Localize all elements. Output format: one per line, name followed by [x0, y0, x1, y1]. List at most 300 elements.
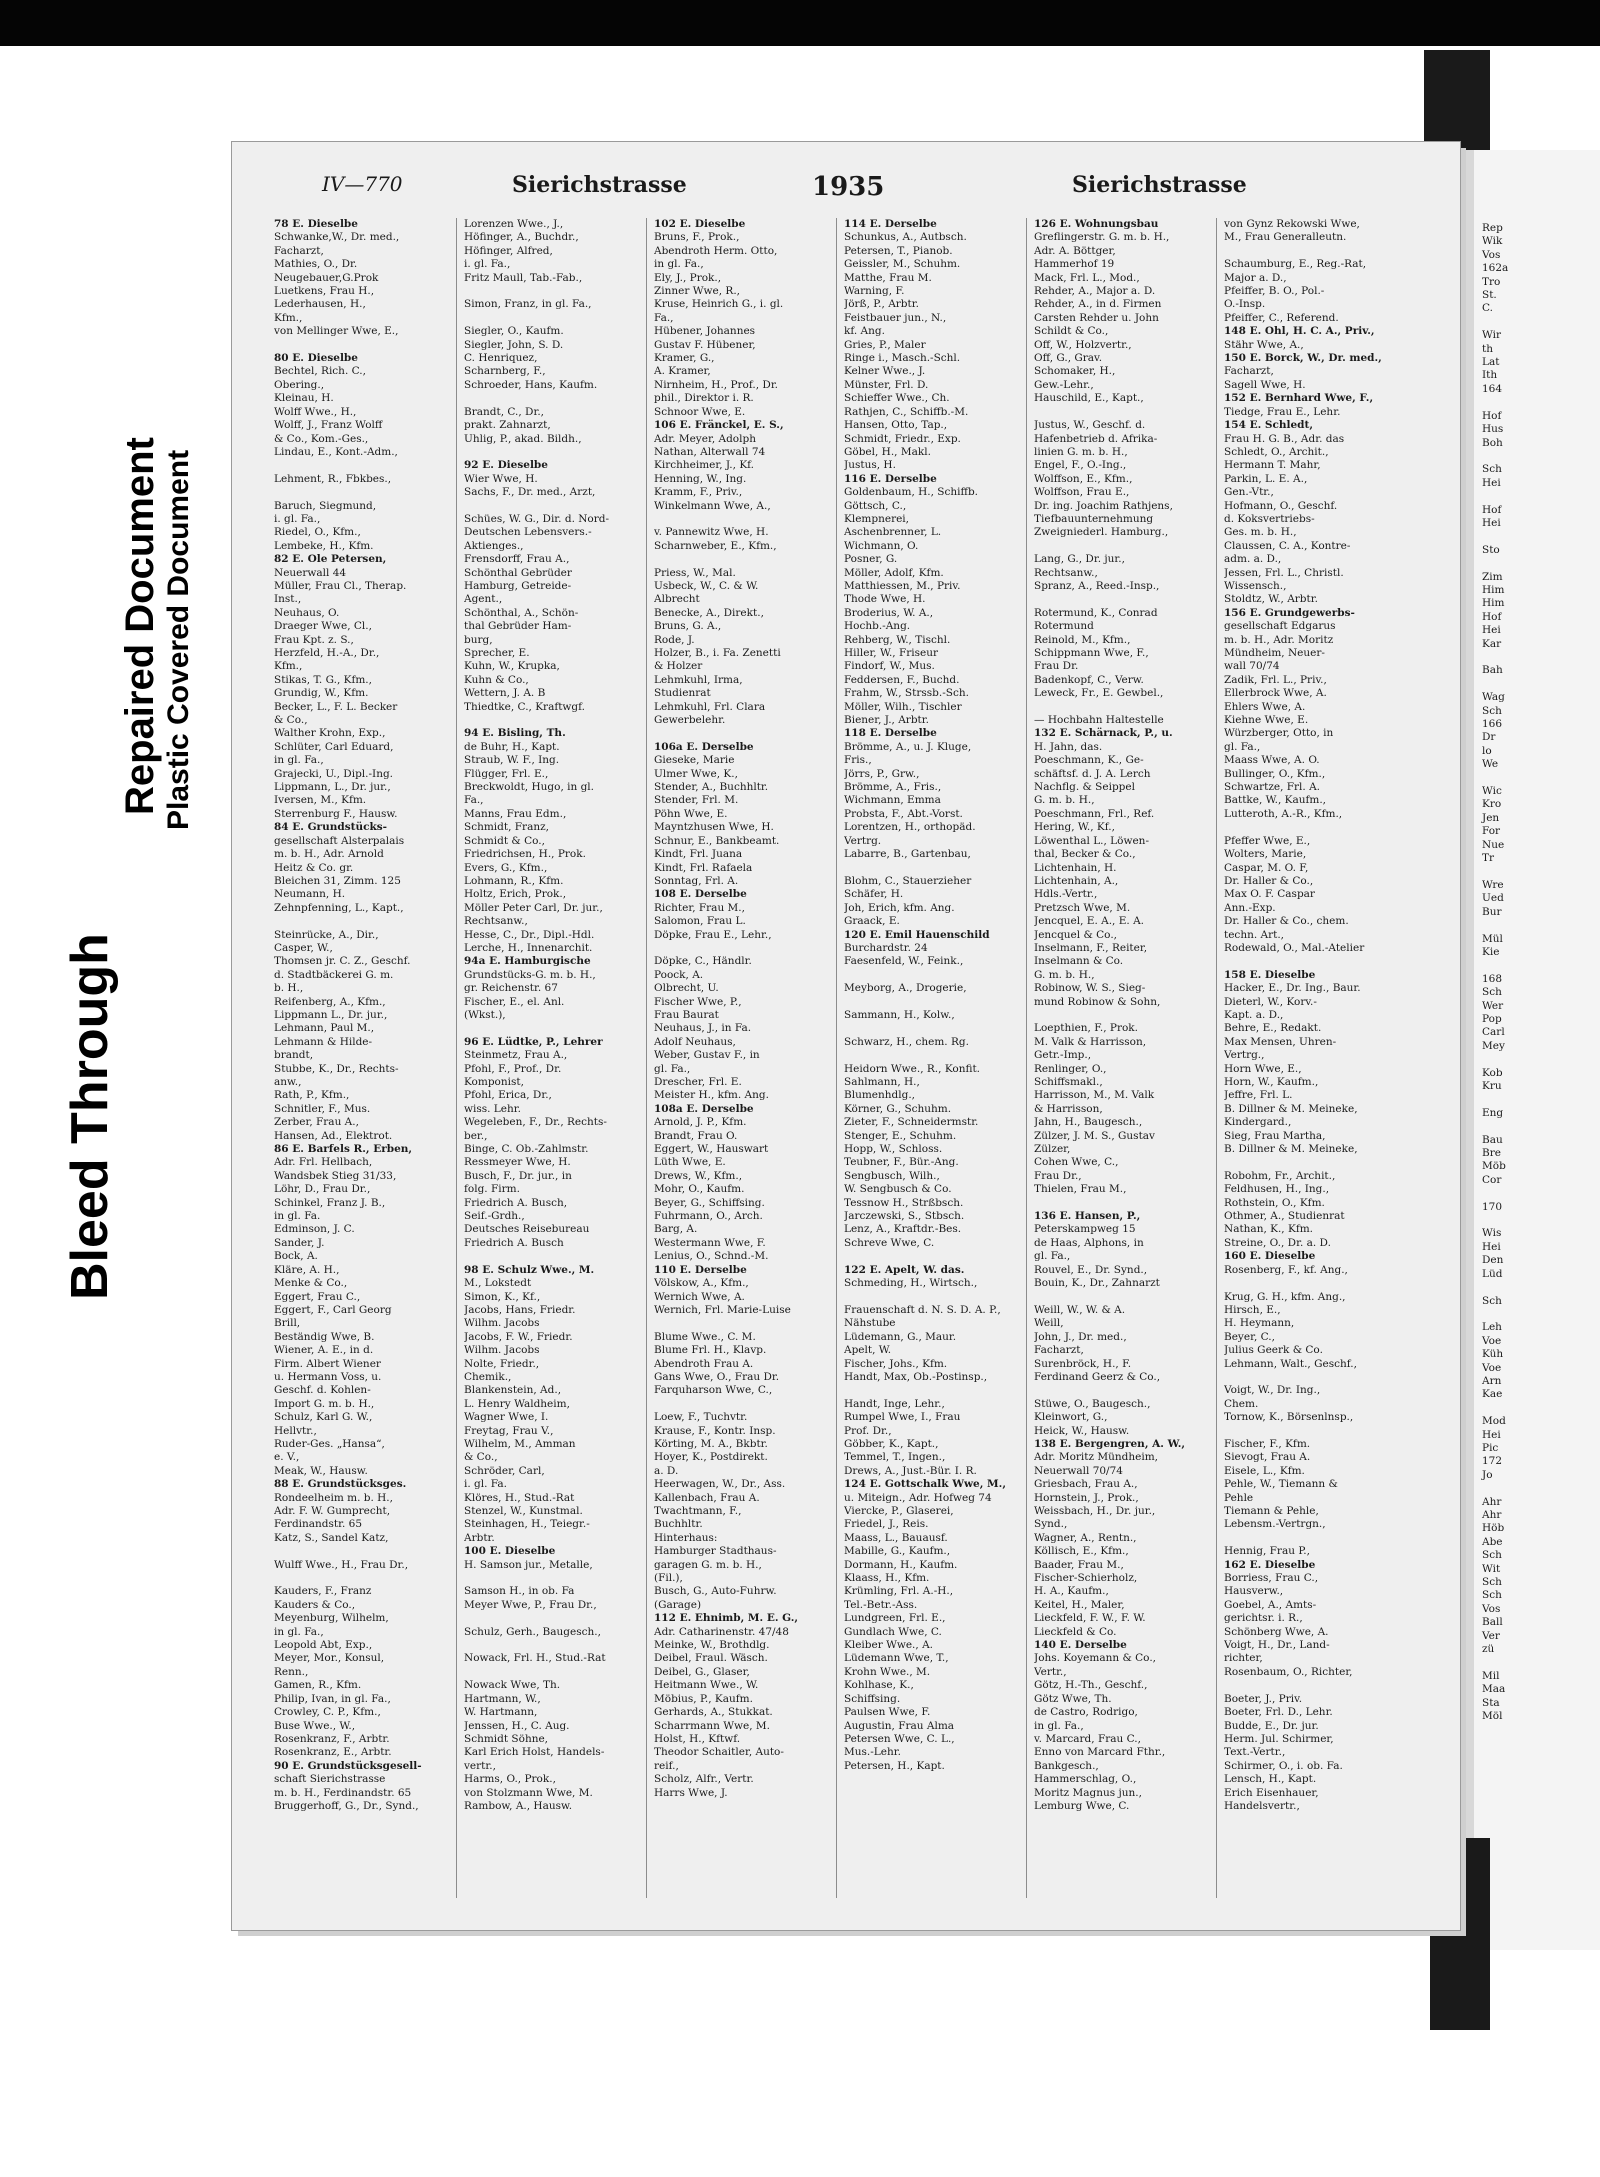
resident-entry: Faesenfeld, W., Feink., [844, 955, 964, 968]
resident-entry: Brömme, A., Fris., [844, 781, 942, 794]
adjacent-page-fragment [1482, 678, 1508, 691]
resident-entry: Gerhards, A., Stukkat. [654, 1706, 773, 1719]
resident-entry: Vertrg. [844, 834, 882, 847]
resident-entry: Beständig Wwe, B. [274, 1330, 375, 1343]
adjacent-page-fragment: Wit [1482, 1562, 1501, 1575]
resident-entry: Adr. A. Böttger, [1034, 244, 1116, 257]
resident-entry: Dieterl, W., Korv.- [1224, 995, 1317, 1008]
house-number-entry: 100 E. Dieselbe [464, 1545, 556, 1558]
resident-entry: Schües, W. G., Dir. d. Nord- [464, 512, 610, 525]
resident-entry: Brömme, A., u. J. Kluge, [844, 740, 972, 753]
resident-entry: Hauschild, E., Kapt., [1034, 392, 1144, 405]
house-number-entry: 112 E. Ehnimb, M. E. G., [654, 1612, 799, 1625]
adjacent-page-fragment [1482, 450, 1508, 463]
resident-entry: Rosenkranz, F., Arbtr. [274, 1732, 390, 1745]
house-number-entry: 94a E. Hamburgische [464, 955, 591, 968]
resident-entry: Göbber, K., Kapt., [844, 1437, 939, 1450]
resident-entry: Philip, Ivan, in gl. Fa., [274, 1692, 391, 1705]
resident-entry [274, 459, 456, 472]
resident-entry [464, 1022, 646, 1035]
resident-entry: Pöhn Wwe, E. [654, 807, 728, 820]
resident-entry: burg, [464, 633, 493, 646]
resident-entry: Fischer, Johs., Kfm. [844, 1357, 948, 1370]
resident-entry: Stähr Wwe, A., [1224, 338, 1304, 351]
resident-entry: Kleiber Wwe., A. [844, 1639, 933, 1652]
resident-entry: O.-Insp. [1224, 298, 1266, 311]
adjacent-page-fragment: Bah [1482, 664, 1503, 677]
resident-entry: Tiemann & Pehle, [1224, 1505, 1319, 1517]
adjacent-page-fragment [1482, 1053, 1508, 1066]
resident-entry: Matthe, Frau M. [844, 271, 932, 284]
resident-entry: Kelner Wwe., J. [844, 365, 926, 378]
resident-entry: Meyer Wwe, P., Frau Dr., [464, 1598, 597, 1611]
resident-entry: Studienrat [654, 687, 711, 700]
resident-entry: Scharnberg, F., [464, 365, 546, 378]
house-number-entry: 106a E. Derselbe [654, 740, 754, 753]
resident-entry: i. gl. Fa., [464, 258, 511, 271]
resident-entry: gesellschaft Edgarus [1224, 620, 1336, 633]
resident-entry: M. Valk & Harrisson, [1034, 1035, 1147, 1048]
resident-entry: Fa., [464, 794, 484, 807]
resident-entry: Scholz, Alfr., Vertr. [654, 1773, 754, 1786]
resident-entry [1224, 1679, 1406, 1692]
adjacent-page-fragment: zü [1482, 1643, 1495, 1656]
resident-entry: Stoldtz, W., Arbtr. [1224, 593, 1318, 606]
resident-entry: Sagell Wwe, H. [1224, 378, 1306, 391]
resident-entry: Adolf Neuhaus, [654, 1035, 736, 1048]
resident-entry: Schwanke,W., Dr. med., [274, 231, 400, 244]
resident-entry [844, 1049, 1026, 1062]
resident-entry: Kruse, Heinrich G., i. gl. [654, 298, 784, 311]
resident-entry: Thomsen jr. C. Z., Geschf. [274, 955, 411, 968]
resident-entry: Sievogt, Frau A. [1224, 1451, 1311, 1464]
directory-column-2 [464, 218, 647, 1898]
resident-entry: Frau Dr. [1034, 660, 1079, 673]
adjacent-page-fragment: Maa [1482, 1683, 1506, 1696]
resident-entry: Schwarz, H., chem. Rg. [844, 1035, 969, 1048]
resident-entry: Stüwe, O., Baugesch., [1034, 1397, 1151, 1410]
house-number-entry: 140 E. Derselbe [1034, 1639, 1127, 1652]
resident-entry: Crowley, C. P., Kfm., [274, 1706, 381, 1719]
resident-entry: Frau Baurat [654, 1008, 719, 1021]
resident-entry: Gen.-Vtr., [1224, 486, 1274, 499]
resident-entry: Lebensm.-Vertrgn., [1224, 1518, 1326, 1531]
resident-entry: m. b. H., Adr. Arnold [274, 848, 384, 861]
resident-entry: Zülzer, J. M. S., Gustav [1034, 1129, 1155, 1142]
resident-entry: Rosenberg, F., kf. Ang., [1224, 1263, 1348, 1276]
resident-entry: W. Sengbusch & Co. [844, 1183, 952, 1196]
resident-entry: Rehberg, W., Tischl. [844, 633, 951, 646]
resident-entry: Eisele, L., Kfm. [1224, 1464, 1305, 1477]
resident-entry: Justus, W., Geschf. d. [1034, 419, 1146, 432]
house-number-entry: 82 E. Ole Petersen, [274, 553, 387, 566]
adjacent-page-fragment: Ahr [1482, 1495, 1502, 1508]
resident-entry: Lehmkuhl, Irma, [654, 673, 743, 686]
resident-entry: Mus.-Lehr. [844, 1746, 901, 1759]
adjacent-page-fragment: Kar [1482, 637, 1502, 650]
resident-entry: Hausverw., [1224, 1585, 1284, 1598]
resident-entry: Rosenkranz, E., Arbtr. [274, 1746, 392, 1759]
resident-entry: Sammann, H., Kolw., [844, 1008, 955, 1021]
resident-entry: Firm. Albert Wiener [274, 1357, 381, 1370]
resident-entry: Hesse, C., Dr., Dipl.-Hdl. [464, 928, 595, 941]
resident-entry: Bechtel, Rich. C., [274, 365, 366, 378]
resident-entry: Prof. Dr., [844, 1424, 892, 1437]
adjacent-page-fragment: Wik [1482, 235, 1503, 248]
resident-entry: Deutsches Reisebureau [464, 1223, 590, 1236]
resident-entry: Kuhn & Co., [464, 673, 529, 686]
adjacent-page [1474, 150, 1600, 1950]
resident-entry: Steinhagen, H., Teiegr.- [464, 1518, 590, 1531]
resident-entry: Walther Krohn, Exp., [274, 727, 386, 740]
resident-entry: Jacobs, Hans, Friedr. [464, 1303, 576, 1316]
resident-entry: Schirmer, O., i. ob. Fa. [1224, 1759, 1343, 1772]
adjacent-page-fragment: Kru [1482, 1080, 1502, 1092]
resident-entry: Kfm., [274, 660, 303, 673]
resident-entry: Voigt, H., Dr., Land- [1224, 1639, 1330, 1652]
adjacent-page-fragment: Boh [1482, 436, 1503, 449]
resident-entry: Casper, W., [274, 941, 333, 954]
resident-entry: de Haas, Alphons, in [1034, 1236, 1144, 1249]
resident-entry [464, 446, 646, 459]
resident-entry: Blohm, C., Stauerzieher [844, 874, 972, 887]
resident-entry: Barg, A. [654, 1223, 698, 1236]
resident-entry: Petersen, T., Pianob. [844, 244, 953, 257]
resident-entry: Facharzt, [1224, 365, 1274, 378]
resident-entry: Meinke, W., Brothdlg. [654, 1639, 770, 1652]
resident-entry: m. b. H., Ferdinandstr. 65 [274, 1786, 412, 1799]
resident-entry [1034, 1197, 1216, 1210]
adjacent-page-fragment: Wre [1482, 878, 1504, 891]
resident-entry: Tessnow H., Strßbsch. [844, 1196, 964, 1209]
resident-entry: Seif.-Grdh., [464, 1210, 525, 1223]
resident-entry: Maass Wwe, A. O. [1224, 754, 1320, 767]
resident-entry [464, 500, 646, 513]
resident-entry: Lorenzen Wwe., J., [464, 218, 564, 230]
resident-entry: d. Stadtbäckerei G. m. [274, 968, 394, 981]
resident-entry: Buse Wwe., W., [274, 1719, 356, 1732]
resident-entry: Cohen Wwe, C., [1034, 1156, 1119, 1169]
resident-entry: Holtz, Erich, Prok., [464, 888, 567, 901]
house-number-entry: 126 E. Wohnungsbau [1034, 218, 1159, 230]
house-number-entry: 122 E. Apelt, W. das. [844, 1263, 965, 1276]
resident-entry: Engel, F., O.-Ing., [1034, 459, 1127, 472]
adjacent-page-fragment: Nue [1482, 838, 1505, 851]
resident-entry: Probsta, F., Abt.-Vorst. [844, 807, 963, 820]
resident-entry: Simon, K., Kf., [464, 1290, 541, 1303]
resident-entry: Stenger, E., Schuhm. [844, 1129, 957, 1142]
label-repaired-document: Repaired Document [118, 437, 162, 815]
resident-entry: Renn., [274, 1665, 309, 1678]
resident-entry [274, 1572, 456, 1585]
resident-entry: Ann.-Exp. [1224, 901, 1276, 914]
resident-entry: Lembeke, H., Kfm. [274, 539, 374, 552]
resident-entry: Heitmann Wwe., W. [654, 1679, 759, 1692]
resident-entry: Scharnweber, E., Kfm., [654, 539, 777, 552]
resident-entry: Fischer Wwe, P., [654, 995, 742, 1008]
resident-entry: Caspar, M. O. F, [1224, 861, 1309, 874]
resident-entry: Lüdemann, G., Maur. [844, 1330, 957, 1343]
resident-entry: B. Dillner & M. Meineke, [1224, 1102, 1358, 1115]
resident-entry: Hansen, Ad., Elektrot. [274, 1129, 393, 1142]
resident-entry: Buchhltr. [654, 1518, 703, 1531]
adjacent-page-fragment: Carl [1482, 1026, 1505, 1039]
resident-entry: Getr.-Imp., [1034, 1049, 1092, 1062]
resident-entry: Hochb.-Ang. [844, 620, 911, 633]
house-number-entry: 120 E. Emil Hauenschild [844, 928, 990, 941]
adjacent-page-fragment [1482, 866, 1508, 879]
resident-entry: Sander, J. [274, 1236, 325, 1249]
resident-entry: Adr. Catharinenstr. 47/48 [654, 1625, 789, 1638]
resident-entry: Münster, Frl. D. [844, 378, 929, 391]
resident-entry: vertr., [464, 1759, 496, 1772]
resident-entry: Inselmann & Co. [1034, 955, 1124, 968]
adjacent-page-fragment [1482, 396, 1508, 409]
resident-entry: Temmel, T., Ingen., [844, 1451, 946, 1464]
adjacent-page-fragment: Sch [1482, 704, 1502, 717]
resident-entry: L. Henry Waldheim, [464, 1397, 570, 1410]
resident-entry: Text.-Vertr., [1224, 1746, 1286, 1759]
house-number-entry: 88 E. Grundstücksges. [274, 1478, 407, 1491]
adjacent-page-fragment: Kro [1482, 798, 1502, 811]
resident-entry: Löhr, D., Frau Dr., [274, 1183, 371, 1196]
resident-entry: & Harrisson, [1034, 1102, 1103, 1115]
resident-entry [654, 942, 836, 955]
resident-entry [1224, 1371, 1406, 1384]
resident-entry: Bleichen 31, Zimm. 125 [274, 874, 401, 887]
house-number-entry: 152 E. Bernhard Wwe, F., [1224, 392, 1374, 405]
resident-entry: Schledt, O., Archit., [1224, 445, 1329, 458]
resident-entry: reif., [654, 1759, 679, 1772]
resident-entry: Möbius, P., Kaufm. [654, 1692, 753, 1705]
resident-entry: Beyer, G., Schiffsing. [654, 1196, 765, 1209]
resident-entry: gl. Fa., [654, 1062, 691, 1075]
resident-entry [654, 1398, 836, 1411]
house-number-entry: 94 E. Bisling, Th. [464, 727, 566, 740]
resident-entry: Lehment, R., Fbkbes., [274, 472, 392, 485]
resident-entry: Steinrücke, A., Dir., [274, 928, 379, 941]
resident-entry: Gieseke, Marie [654, 754, 735, 767]
resident-entry: Labarre, B., Gartenbau, [844, 848, 971, 861]
resident-entry: Hamburg, Getreide- [464, 579, 572, 592]
resident-entry: Deibel, Fraul. Wäsch. [654, 1652, 768, 1665]
resident-entry: Weill, [1034, 1317, 1064, 1330]
resident-entry: Rothstein, O., Kfm. [1224, 1196, 1325, 1209]
resident-entry: Feistbauer jun., N., [844, 311, 947, 324]
resident-entry: Rotermund [1034, 620, 1094, 633]
resident-entry: Wagner, A., Rentn., [1034, 1531, 1137, 1544]
resident-entry: Komponist, [464, 1076, 524, 1088]
resident-entry: Bullinger, O., Kfm., [1224, 767, 1326, 780]
adjacent-page-fragment: Bre [1482, 1147, 1501, 1160]
resident-entry: C. Henriquez, [464, 352, 538, 365]
resident-entry: Lehmann & Hilde- [274, 1035, 373, 1048]
resident-entry: Loepthien, F., Prok. [1034, 1022, 1138, 1035]
resident-entry: Weill, W., W. & A. [1034, 1303, 1126, 1316]
adjacent-page-fragment [1482, 919, 1508, 932]
resident-entry: Dr. ing. Joachim Rathjens, [1034, 499, 1173, 512]
resident-entry: Neuhaus, O. [274, 606, 340, 619]
resident-entry: Agent., [464, 593, 503, 606]
adjacent-page-fragment: Leh [1482, 1321, 1502, 1334]
resident-entry: Meyenburg, Wilhelm, [274, 1612, 389, 1625]
resident-entry: Import G. m. b. H., [274, 1397, 375, 1410]
adjacent-page-fragment [1482, 772, 1508, 785]
resident-entry: von Mellinger Wwe, E., [274, 325, 399, 338]
resident-entry: Lohmann, R., Kfm. [464, 874, 564, 887]
resident-entry: Rehder, A., in d. Firmen [1034, 298, 1162, 311]
resident-entry: Tiefbauunternehmung [1034, 512, 1154, 525]
page-edge [1462, 150, 1474, 1930]
resident-entry: Rodewald, O., Mal.-Atelier [1224, 941, 1365, 954]
resident-entry: Klempnerei, [844, 512, 909, 525]
resident-entry: Lippmann L., Dr. jur., [274, 1008, 388, 1021]
house-number-entry: 118 E. Derselbe [844, 727, 937, 740]
resident-entry: Erich Eisenhauer, [1224, 1786, 1319, 1799]
adjacent-page-fragment: 162a [1482, 262, 1509, 275]
resident-entry: Kramer, G., [654, 352, 715, 365]
directory-column-1 [274, 218, 457, 1898]
resident-entry: Facharzt, [1034, 1344, 1084, 1357]
resident-entry [1224, 1156, 1406, 1169]
resident-entry: Heick, W., Hausw. [1034, 1424, 1130, 1437]
resident-entry: Wettern, J. A. B [464, 687, 546, 700]
resident-entry: Findorf, W., Mus. [844, 660, 935, 673]
resident-entry: Brandt, Frau O. [654, 1129, 738, 1142]
resident-entry: Schäfer, H. [844, 888, 904, 901]
resident-entry: Becker, L., F. L. Becker [274, 700, 398, 713]
resident-entry: Teubner, F., Bür.-Ang. [844, 1156, 959, 1169]
resident-entry: Dr. Haller & Co., [1224, 874, 1314, 887]
resident-entry: phil., Direktor i. R. [654, 392, 754, 405]
resident-entry: Stender, Frl. M. [654, 794, 739, 807]
resident-entry: u. Miteign., Adr. Hofweg 74 [844, 1491, 992, 1504]
resident-entry: Schnitler, F., Mus. [274, 1102, 371, 1115]
resident-entry: Jeffre, Frl. L. [1224, 1089, 1293, 1102]
resident-entry: Zadik, Frl. L., Priv., [1224, 673, 1327, 686]
resident-entry: Max Mensen, Uhren- [1224, 1035, 1337, 1048]
resident-entry: Mathies, O., Dr. [274, 258, 358, 271]
resident-entry: Twachtmann, F., [654, 1505, 742, 1517]
resident-entry: Edminson, J. C. [274, 1223, 355, 1236]
adjacent-page-fragment: Mod [1482, 1415, 1506, 1428]
adjacent-page-fragment [1482, 1308, 1508, 1321]
house-number-entry: 160 E. Dieselbe [1224, 1250, 1316, 1263]
house-number-entry: 154 E. Schledt, [1224, 419, 1314, 432]
resident-entry [464, 1250, 646, 1263]
directory-column-3 [654, 218, 837, 1898]
resident-entry: Hornstein, J., Prok., [1034, 1491, 1139, 1504]
resident-entry: Jarczewski, S., Stbsch. [844, 1210, 965, 1223]
resident-entry: Harrs Wwe, J. [654, 1786, 728, 1799]
resident-entry: M., Lokstedt [464, 1277, 532, 1290]
resident-entry: Hofmann, O., Geschf. [1224, 499, 1338, 512]
resident-entry: Tornow, K., Börsenlnsp., [1224, 1411, 1354, 1424]
house-number-entry: 138 E. Bergengren, A. W., [1034, 1437, 1186, 1450]
adjacent-page-fragment: Möl [1482, 1710, 1503, 1723]
resident-entry: (Garage) [654, 1598, 702, 1611]
resident-entry: Lenz, A., Kraftdr.-Bes. [844, 1223, 962, 1236]
adjacent-page-fragment: Pop [1482, 1012, 1502, 1025]
adjacent-page-fragment: Pic [1482, 1441, 1499, 1454]
resident-entry: Wernich, Frl. Marie-Luise [654, 1303, 791, 1316]
resident-entry: Holst, H., Kftwf. [654, 1732, 741, 1745]
resident-entry: de Castro, Rodrigo, [1034, 1706, 1138, 1719]
resident-entry: gerichtsr. i. R., [1224, 1612, 1303, 1625]
adjacent-page-fragment: 172 [1482, 1455, 1503, 1468]
adjacent-page-fragment [1482, 651, 1508, 664]
resident-entry: Sahlmann, H., [844, 1076, 920, 1088]
resident-entry [464, 312, 646, 325]
resident-entry: Heerwagen, W., Dr., Ass. [654, 1478, 786, 1491]
resident-entry [464, 714, 646, 727]
resident-entry: Karl Erich Holst, Handels- [464, 1746, 605, 1759]
resident-entry: Eggert, Frau C., [274, 1290, 361, 1303]
resident-entry: Adr. Frl. Hellbach, [274, 1156, 373, 1169]
adjacent-page-fragment: Hof [1482, 409, 1502, 422]
resident-entry: Behre, E., Redakt. [1224, 1022, 1322, 1035]
resident-entry: Aschenbrenner, L. [844, 526, 942, 539]
resident-entry: Schmidt Söhne, [464, 1732, 549, 1745]
resident-entry: in gl. Fa., [274, 754, 324, 767]
resident-entry: Gans Wwe, O., Frau Dr. [654, 1370, 780, 1383]
resident-entry: Surenbröck, H., F. [1034, 1357, 1132, 1370]
resident-entry: Biener, J., Arbtr. [844, 714, 929, 727]
resident-entry: Neuerwall 44 [274, 566, 347, 579]
resident-entry: Carsten Rehder u. John [1034, 311, 1159, 324]
resident-entry: Handelsvertr., [1224, 1799, 1300, 1812]
resident-entry: Rumpel Wwe, I., Frau [844, 1411, 961, 1424]
resident-entry: Hafenbetrieb d. Afrika- [1034, 432, 1158, 445]
resident-entry: Geissler, M., Schuhm. [844, 258, 961, 271]
resident-entry: Busch, G., Auto-Fuhrw. [654, 1585, 777, 1598]
resident-entry: Harrisson, M., M. Valk [1034, 1089, 1155, 1102]
resident-entry: Feldhusen, H., Ing., [1224, 1183, 1330, 1196]
resident-entry: Beyer, C., [1224, 1330, 1275, 1343]
resident-entry: v. Pannewitz Wwe, H. [654, 526, 769, 539]
resident-entry: Benecke, A., Direkt., [654, 606, 764, 619]
resident-entry: Rondeelheim m. b. H., [274, 1491, 393, 1504]
resident-entry: Jessen, Frl. L., Christl. [1224, 566, 1344, 579]
resident-entry: Augustin, Frau Alma [844, 1719, 955, 1732]
resident-entry: Justus, H. [844, 459, 896, 472]
resident-entry: Inselmann, F., Reiter, [1034, 941, 1148, 954]
resident-entry: Warning, F. [844, 285, 905, 298]
resident-entry: Schönthal Gebrüder [464, 566, 572, 579]
adjacent-page-text [1482, 222, 1508, 1724]
house-number-entry: 156 E. Grundgewerbs- [1224, 606, 1355, 619]
resident-entry: Schroeder, Hans, Kaufm. [464, 378, 598, 391]
house-number-entry: 162 E. Dieselbe [1224, 1558, 1316, 1571]
adjacent-page-fragment: Hei [1482, 1240, 1501, 1253]
resident-entry: Herm. Jul. Schirmer, [1224, 1732, 1334, 1745]
resident-entry: Borriess, Frau C., [1224, 1572, 1319, 1585]
resident-entry: Sprecher, E. [464, 647, 530, 659]
resident-entry: Kindt, Frl. Rafaela [654, 861, 753, 874]
resident-entry: Enno von Marcard Fthr., [1034, 1746, 1166, 1759]
adjacent-page-fragment: Vos [1482, 248, 1501, 261]
adjacent-page-fragment: Sch [1482, 1294, 1502, 1307]
resident-entry: Fischer, E., el. Anl. [464, 995, 565, 1008]
adjacent-page-fragment: Hei [1482, 1428, 1501, 1441]
resident-entry: Goebel, A., Amts- [1224, 1598, 1317, 1611]
adjacent-page-fragment: Sch [1482, 1576, 1502, 1589]
resident-entry: Wilhm. Jacobs [464, 1317, 540, 1330]
resident-entry: — Hochbahn Haltestelle [1034, 714, 1164, 727]
resident-entry: in gl. Fa., [274, 1625, 324, 1638]
resident-entry: H. Heymann, [1224, 1317, 1295, 1330]
resident-entry: Albrecht [654, 593, 700, 606]
